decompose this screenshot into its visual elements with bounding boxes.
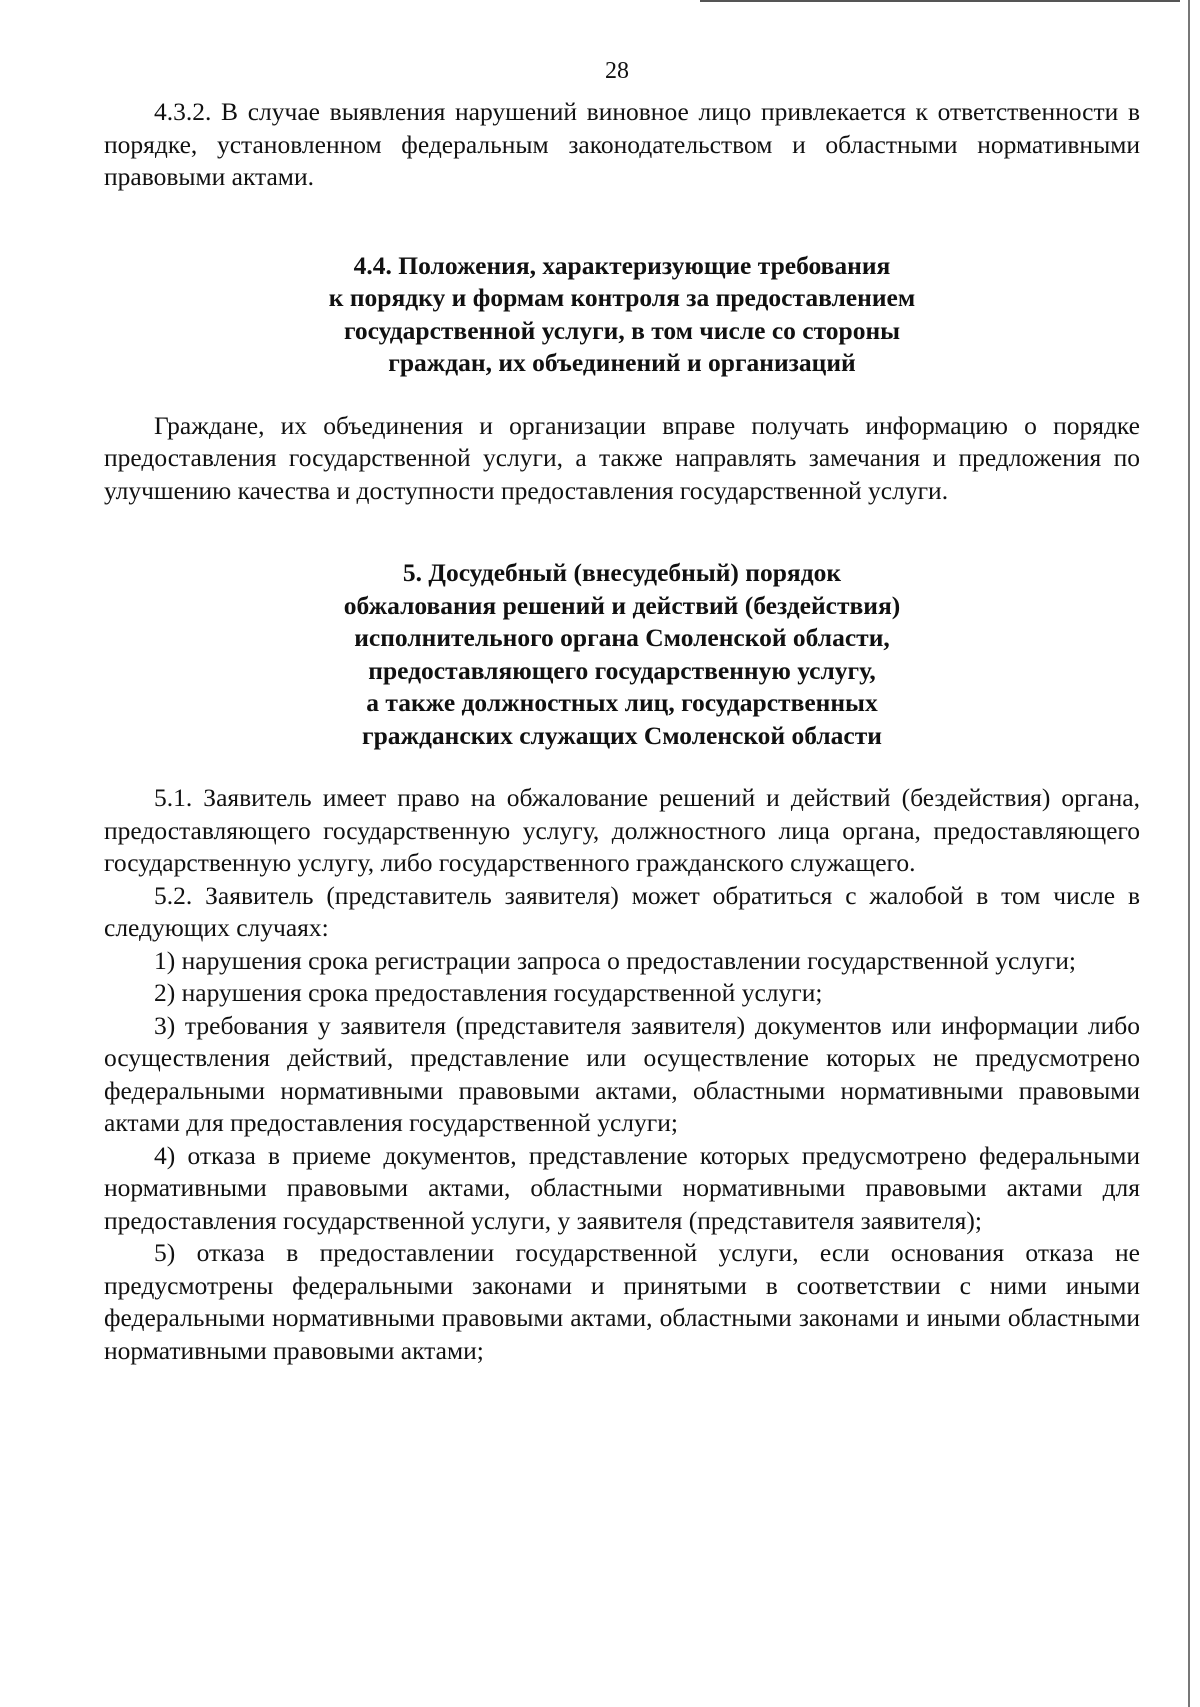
paragraph-5-2: 5.2. Заявитель (представитель заявителя) может обратиться с жалобой в том числе в следующих случаях:	[104, 880, 1140, 942]
heading-line: исполнительного органа Смоленской области,	[354, 623, 890, 652]
list-item-4: 4) отказа в приеме документов, представление которых предусмотрено федеральными нормативными правовыми актами, областными нормативными правовыми актами для предоставления государственной услуги, у заявителя (представителя заявителя);	[104, 1140, 1140, 1235]
paragraph-4-3-2: 4.3.2. В случае выявления нарушений виновное лицо привлекается к ответственности в порядке, установленном федеральным законодательством и областными нормативными правовыми актами.	[104, 97, 1140, 191]
heading-line: гражданских служащих Смоленской области	[362, 720, 882, 750]
heading-section-4-4	[104, 250, 1140, 380]
heading-section-5	[104, 557, 1140, 752]
heading-line: граждан, их объединений и организаций	[388, 348, 856, 377]
heading-line: 4.4. Положения, характеризующие требования	[353, 250, 891, 280]
heading-line: а также должностных лиц, государственных	[366, 688, 878, 717]
heading-line: к порядку и формам контроля за предоставлением	[328, 283, 916, 312]
list-item-3: 3) требования у заявителя (представителя заявителя) документов или информации либо осуществления действий, представление или осуществление которых не предусмотрено федеральными нормативными правовыми актами, областными нормативными правовыми актами для предоставления государственной услуги;	[104, 1010, 1140, 1137]
paragraph-5-1: 5.1. Заявитель имеет право на обжалование решений и действий (бездействия) органа, предоставляющего государственную услугу, должностного лица органа, предоставляющего государственную услугу, либо государственного гражданского служащего.	[104, 783, 1140, 877]
heading-line: предоставляющего государственную услугу,	[368, 655, 876, 685]
heading-line: государственной услуги, в том числе со стороны	[343, 315, 901, 345]
scan-edge-right	[1188, 0, 1190, 1707]
paragraph-4-4: Граждане, их объединения и организации вправе получать информацию о порядке предоставления государственной услуги, а также направлять замечания и предложения по улучшению качества и доступности предоставления государственной услуги.	[104, 410, 1140, 505]
list-item-1: 1) нарушения срока регистрации запроса о предоставлении государственной услуги;	[154, 945, 1076, 975]
list-item-2: 2) нарушения срока предоставления государственной услуги;	[154, 978, 823, 1007]
scan-edge-top	[700, 0, 1180, 2]
document-body	[104, 96, 1140, 1367]
list-item-5: 5) отказа в предоставлении государственной услуги, если основания отказа не предусмотрены федеральными законами и принятыми в соответствии с ними иными федеральными нормативными правовыми актами, областными законами и иными областными нормативными правовыми актами;	[104, 1238, 1140, 1365]
page-number: 28	[605, 58, 629, 84]
heading-line: обжалования решений и действий (бездействия)	[343, 590, 901, 620]
heading-line: 5. Досудебный (внесудебный) порядок	[402, 558, 842, 587]
